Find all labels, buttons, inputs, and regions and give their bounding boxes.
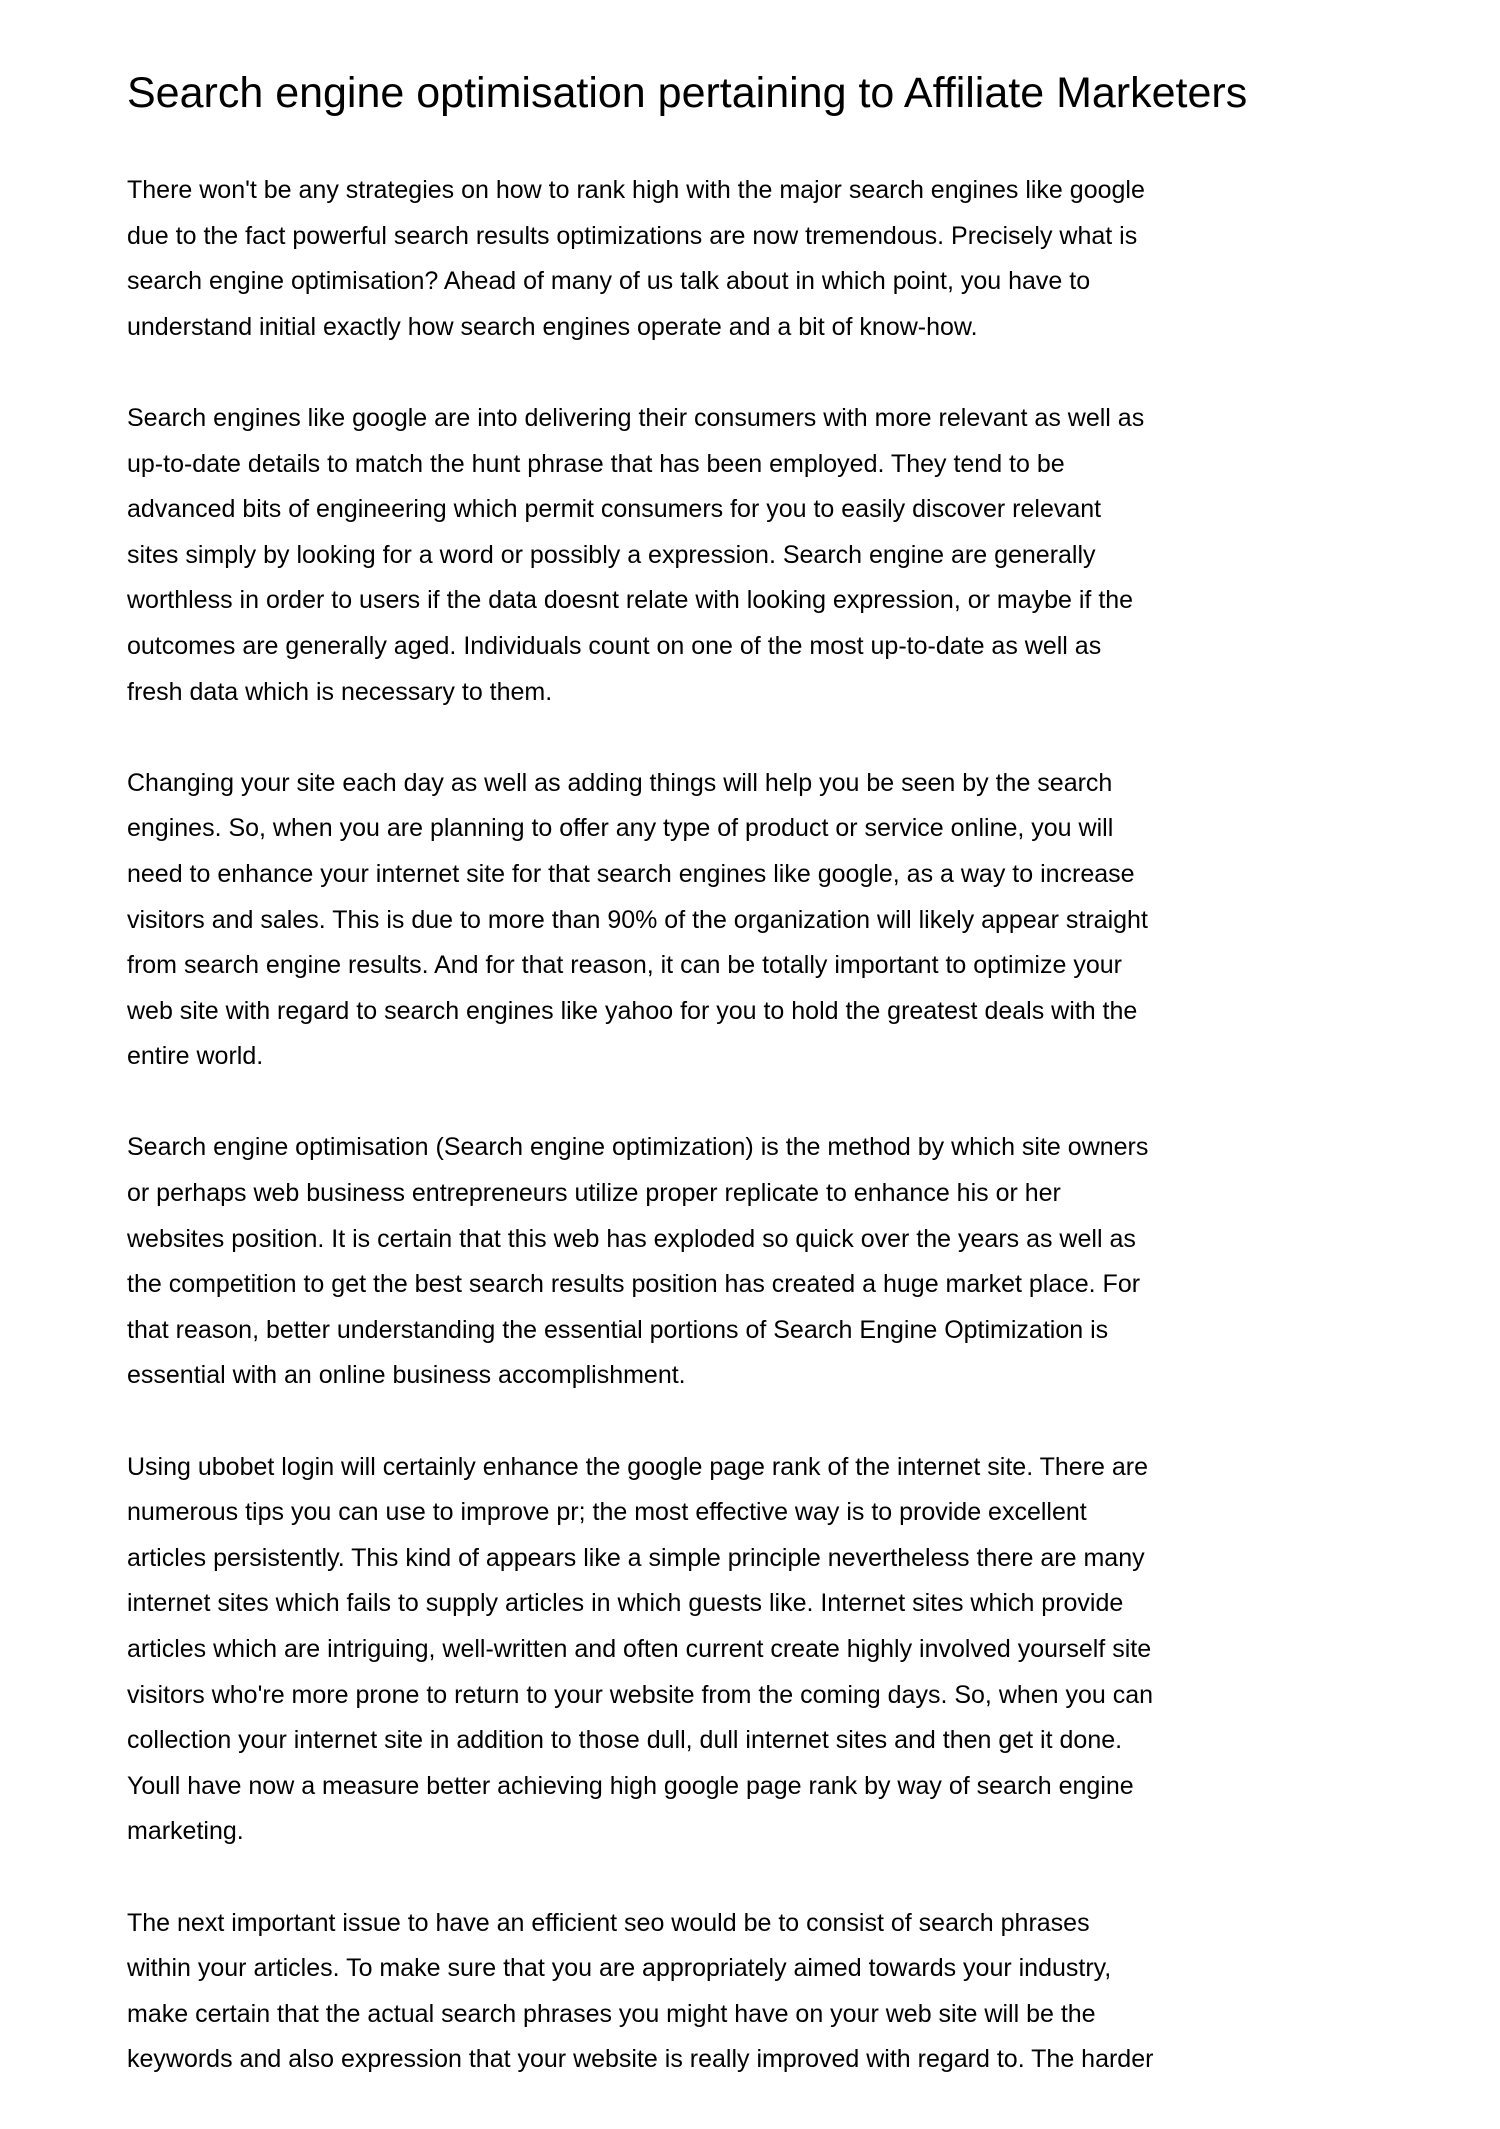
text-line: collection your internet site in addition to those dull, dull internet sites and then get it done.: [127, 1726, 1123, 1755]
text-line: marketing.: [127, 1817, 244, 1846]
text-line: entire world.: [127, 1042, 264, 1071]
text-line: Changing your site each day as well as adding things will help you be seen by the search: [127, 768, 1113, 797]
text-line: need to enhance your internet site for that search engines like google, as a way to increase: [127, 859, 1135, 888]
page-title: Search engine optimisation pertaining to Affiliate Marketers: [127, 69, 1248, 117]
text-line: There won't be any strategies on how to rank high with the major search engines like google: [127, 176, 1145, 204]
text-line: Youll have now a measure better achieving high google page rank by way of search engine: [127, 1771, 1134, 1800]
text-line: keywords and also expression that your website is really improved with regard to. The harder: [127, 2045, 1154, 2074]
text-line: the competition to get the best search results position has created a huge market place. For: [127, 1270, 1141, 1299]
text-line: understand initial exactly how search engines operate and a bit of know-how.: [127, 312, 978, 341]
text-line: worthless in order to users if the data doesnt relate with looking expression, or maybe if the: [127, 586, 1134, 615]
paragraph: [127, 168, 1153, 350]
text-line: that reason, better understanding the essential portions of Search Engine Optimization is: [127, 1315, 1109, 1344]
text-line: articles persistently. This kind of appears like a simple principle nevertheless there are many: [127, 1543, 1145, 1572]
text-line: visitors and sales. This is due to more than 90% of the organization will likely appear straight: [127, 905, 1148, 934]
text-line: up-to-date details to match the hunt phrase that has been employed. They tend to be: [127, 449, 1065, 478]
text-line: search engine optimisation? Ahead of many of us talk about in which point, you have to: [127, 267, 1091, 296]
article-body: [127, 168, 1153, 2129]
paragraph: [127, 396, 1153, 715]
text-line: advanced bits of engineering which permit consumers for you to easily discover relevant: [127, 495, 1102, 524]
text-line: fresh data which is necessary to them.: [127, 677, 553, 706]
text-line: Search engine optimisation (Search engine optimization) is the method by which site owners: [127, 1133, 1149, 1162]
text-line: Using ubobet login will certainly enhance the google page rank of the internet site. There are: [127, 1452, 1149, 1481]
text-line: articles which are intriguing, well-written and often current create highly involved yourself site: [127, 1635, 1152, 1663]
text-line: due to the fact powerful search results optimizations are now tremendous. Precisely what is: [127, 221, 1138, 250]
text-line: sites simply by looking for a word or possibly a expression. Search engine are generally: [127, 540, 1096, 569]
paragraph: [127, 1445, 1153, 1855]
text-line: from search engine results. And for that reason, it can be totally important to optimize your: [127, 951, 1122, 980]
text-line: websites position. It is certain that this web has exploded so quick over the years as well as: [127, 1224, 1136, 1253]
text-line: within your articles. To make sure that you are appropriately aimed towards your industry,: [127, 1954, 1112, 1983]
text-line: essential with an online business accomplishment.: [127, 1361, 686, 1390]
paragraph: [127, 1125, 1153, 1399]
text-line: web site with regard to search engines like yahoo for you to hold the greatest deals with the: [127, 996, 1138, 1025]
text-line: visitors who're more prone to return to your website from the coming days. So, when you can: [127, 1680, 1154, 1709]
text-line: numerous tips you can use to improve pr; the most effective way is to provide excellent: [127, 1498, 1087, 1527]
text-line: make certain that the actual search phrases you might have on your web site will be the: [127, 1999, 1096, 2028]
text-line: or perhaps web business entrepreneurs utilize proper replicate to enhance his or her: [127, 1179, 1061, 1208]
text-line: engines. So, when you are planning to offer any type of product or service online, you will: [127, 814, 1114, 843]
text-line: internet sites which fails to supply articles in which guests like. Internet sites which provide: [127, 1589, 1124, 1618]
text-line: Search engines like google are into delivering their consumers with more relevant as well as: [127, 403, 1145, 432]
text-line: outcomes are generally aged. Individuals count on one of the most up-to-date as well as: [127, 631, 1102, 660]
paragraph: [127, 1901, 1153, 2083]
paragraph: [127, 761, 1153, 1080]
text-line: The next important issue to have an efficient seo would be to consist of search phrases: [127, 1908, 1090, 1937]
